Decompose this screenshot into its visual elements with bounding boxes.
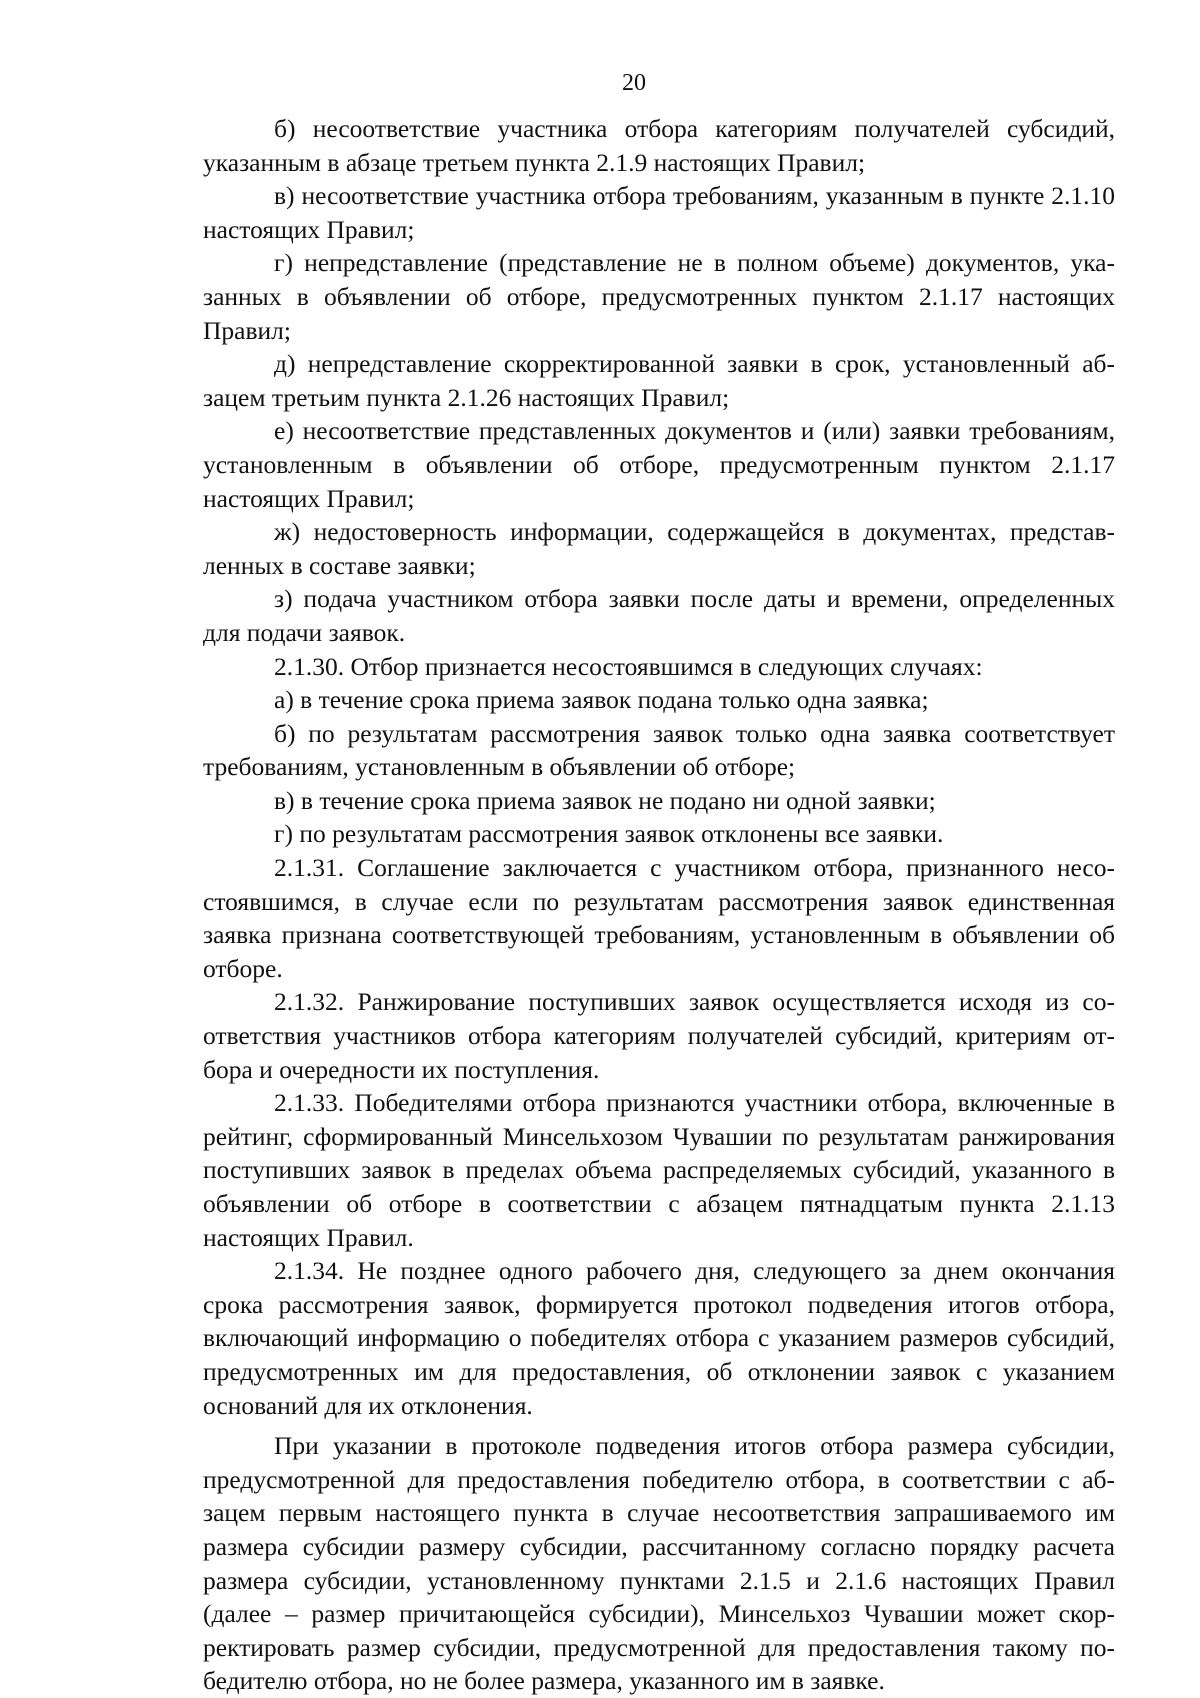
paragraph-e-documents-mismatch: е) несоответствие представленных документов и (или) заявки требованиям, установленным в объявлении об отборе, предусмотренным пунктом 2.1.17 настоящих Правил; [203,416,1115,513]
paragraph-b-category-mismatch: б) несоответствие участника отбора категориям получателей субсидий, указанным в абзаце третьем пункта 2.1.9 настоящих Правил; [203,114,1115,177]
document-body [203,112,1115,1698]
paragraph-2-1-33: 2.1.33. Победителями отбора признаются участники отбора, включенные в рейтинг, сформированный Минсельхозом Чувашии по результатам ранжирования поступивших заявок в пределах объема распределяемых субсидий, указанного в объявлении об отборе в соответствии с абзацем пятнадцатым пункта 2.1.13 настоящих Правил. [203,1088,1115,1252]
paragraph-d-corrected-application: д) непредставление скорректированной заявки в срок, установленный абзацем третьим пункта 2.1.26 настоящих Правил; [203,349,1115,412]
paragraph-protocol-subsidy-adjustment: При указании в протоколе подведения итогов отбора размера субсидии, предусмотренной для предоставления победителю отбора, в соответствии с абзацем первым настоящего пункта в случае несоответствия запрашиваемого им размера субсидии размеру субсидии, рассчитанному согласно порядку расчета размера субсидии, установленному пунктами 2.1.5 и 2.1.6 настоящих Правил (далее – размер причитающейся субсидии), Минсельхоз Чувашии может скорректировать размер субсидии, предусмотренной для предоставления такому победителю отбора, но не более размера, указанного им в заявке. [203,1431,1115,1696]
paragraph-b-single-compliant: б) по результатам рассмотрения заявок только одна заявка соответствует требованиям, установленным в объявлении об отборе; [203,718,1115,782]
page-number: 20 [622,70,646,96]
paragraph-zh-false-information: ж) недостоверность информации, содержащейся в документах, представленных в составе заявки; [203,517,1115,580]
paragraph-v-no-applications: в) в течение срока приема заявок не подано ни одной заявки; [274,785,936,815]
paragraph-2-1-34: 2.1.34. Не позднее одного рабочего дня, следующего за днем окончания срока рассмотрения заявок, формируется протокол подведения итогов отбора, включающий информацию о победителях отбора с указанием размеров субсидий, предусмотренных им для предоставления, об отклонении заявок с указанием оснований для их отклонения. [203,1256,1115,1420]
paragraph-2-1-30: 2.1.30. Отбор признается несостоявшимся в следующих случаях: [274,651,983,681]
paragraph-v-requirements-mismatch: в) несоответствие участника отбора требованиям, указанным в пункте 2.1.10 настоящих Правил; [203,181,1115,244]
paragraph-2-1-32: 2.1.32. Ранжирование поступивших заявок осуществляется исходя из соответствия участников отбора категориям получателей субсидий, критериям отбора и очередности их поступления. [203,987,1115,1084]
paragraph-g-all-rejected: г) по результатам рассмотрения заявок отклонены все заявки. [274,819,944,849]
paragraph-a-single-application: а) в течение срока приема заявок подана только одна заявка; [274,685,929,715]
paragraph-g-documents-missing: г) непредставление (представление не в полном объеме) документов, указанных в объявлении об отборе, предусмотренных пунктом 2.1.17 настоящих Правил; [203,248,1115,345]
paragraph-2-1-31: 2.1.31. Соглашение заключается с участником отбора, признанного несостоявшимся, в случае если по результатам рассмотрения заявок единственная заявка признана соответствующей требованиям, установленным в объявлении об отборе. [203,853,1115,983]
paragraph-z-late-submission: з) подача участником отбора заявки после даты и времени, определенных для подачи заявок. [203,584,1115,647]
